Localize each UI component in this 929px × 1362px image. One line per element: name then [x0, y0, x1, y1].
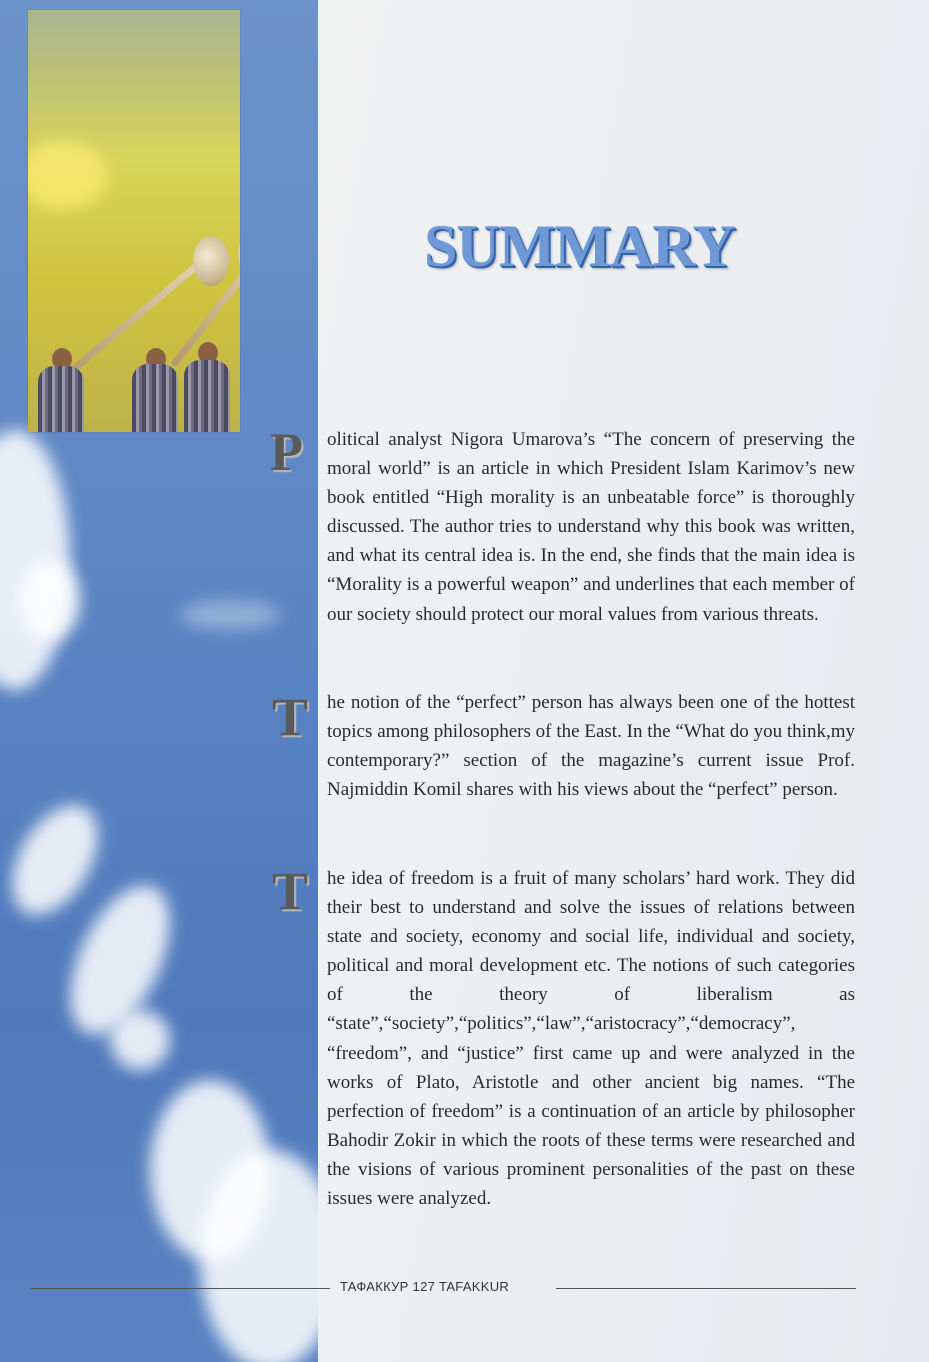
summary-paragraph: he notion of the “perfect” person has always been one of the hottest topics among philosophers of the East. In the “What do you think,my contemporary?” section of the magazine’s current issue Prof. Najmiddin Komil shares with his views about the “perfect” person.: [327, 692, 855, 801]
drop-cap-initial: P: [270, 422, 303, 482]
player: [132, 364, 178, 432]
footer-page-label: ТАФАККУР 127 TAFAKKUR: [340, 1279, 510, 1294]
summary-paragraph: olitical analyst Nigora Umarova’s “The concern of preserving the moral world” is an article in which President Islam Karimov’s new book entitled “High morality is an unbeatable force” is thoroughly discussed. The author tries to understand why this book was written, and what its central idea is. In the end, she finds that the main idea is “Morality is a powerful weapon” and underlines that each member of our society should protect our moral values from various threats.: [327, 429, 855, 625]
player: [38, 366, 84, 432]
drop-cap-initial: T: [272, 861, 309, 921]
page-title: SUMMARY: [424, 213, 735, 279]
drop-cap-initial: T: [272, 687, 309, 747]
karnay-horn: [64, 251, 214, 378]
cloud: [20, 560, 80, 640]
cloud: [0, 791, 115, 930]
cloud: [0, 430, 70, 690]
footer-rule-left: [30, 1288, 330, 1289]
photo-glow: [28, 140, 108, 210]
cloud: [110, 1010, 170, 1070]
footer-rule-right: [556, 1288, 856, 1289]
horn-bell: [193, 236, 229, 286]
summary-paragraph: he idea of freedom is a fruit of many scholars’ hard work. They did their best to understand and solve the issues of relations between state and society, economy and social life, individual and society, political and moral development etc. The notions of such categories of the theory of liberalism as “state”,“society”,“politics”,“law”,“aristocracy”,“democracy”, “freedom”, and “justice” first came up and were analyzed in the works of Plato, Aristotle and other ancient big names. “The perfection of freedom” is a continuation of an article by philosopher Bahodir Zokir in which the roots of these terms were researched and the visions of various prominent personalities of the past on these issues were analyzed.: [327, 868, 855, 1210]
player: [184, 360, 230, 432]
cloud: [180, 600, 280, 630]
karnay-players-photo: [28, 10, 240, 432]
